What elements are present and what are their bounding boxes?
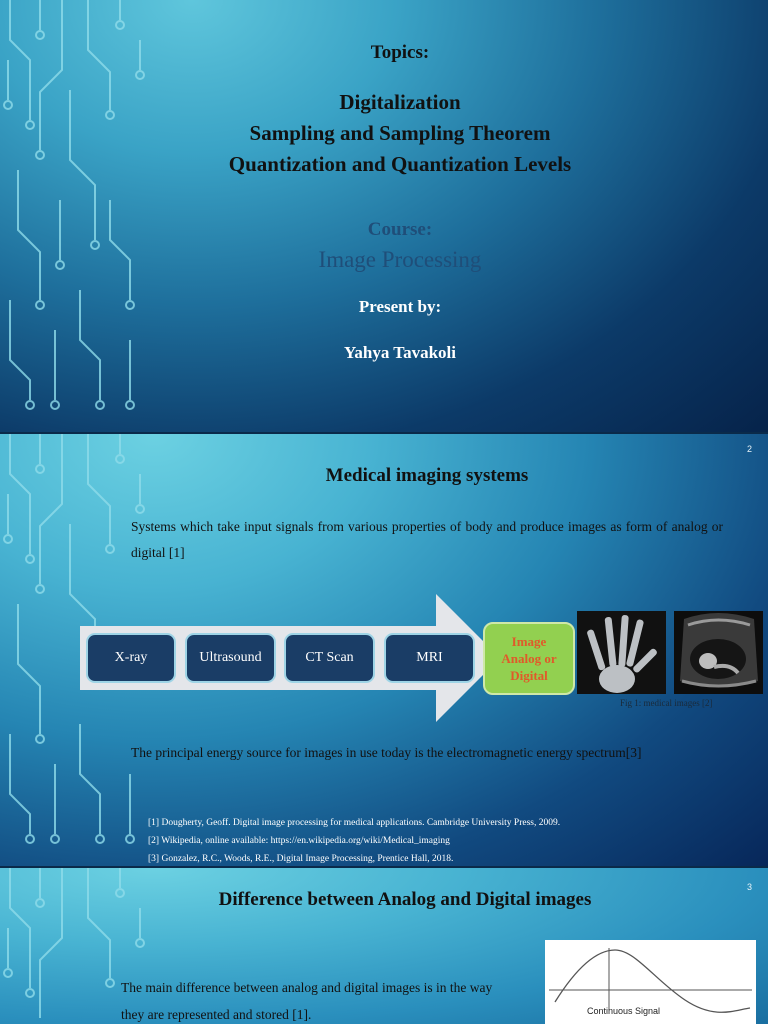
reference-item: [2] Wikipedia, online available: https://en.wikipedia.org/wiki/Medical_imaging <box>148 836 450 846</box>
course-name: Image Processing <box>318 247 482 272</box>
ultrasound-image <box>674 611 763 694</box>
modality-xray: X-ray <box>86 633 176 683</box>
reference-item: [3] Gonzalez, R.C., Woods, R.E., Digital Image Processing, Prentice Hall, 2018. <box>148 854 454 864</box>
modality-mri: MRI <box>384 633 475 683</box>
slide-number: 2 <box>746 444 752 454</box>
slide-analog-vs-digital[interactable] <box>0 868 768 1024</box>
references <box>148 814 560 866</box>
slide-medical-imaging[interactable] <box>0 434 768 866</box>
intro-paragraph: Systems which take input signals from various properties of body and produce images as form of analog or digital [1] <box>131 519 723 560</box>
output-box <box>483 622 575 695</box>
output-line: Analog or <box>501 651 557 666</box>
slide-title: Difference between Analog and Digital images <box>218 889 592 910</box>
topic-item: Quantization and Quantization Levels <box>228 152 572 176</box>
reference-item: [1] Dougherty, Geoff. Digital image processing for medical applications. Cambridge University Press, 2009. <box>148 818 561 828</box>
topic-item: Sampling and Sampling Theorem <box>249 121 551 145</box>
modality-ct-scan: CT Scan <box>284 633 375 683</box>
output-line: Image <box>511 634 547 649</box>
body-line: The main difference between analog and digital images is in the way <box>121 980 493 995</box>
topic-item: Digitalization <box>339 90 461 114</box>
presenter-name: Yahya Tavakoli <box>344 343 456 362</box>
figure-caption: Fig 1: medical images [2] <box>620 698 713 708</box>
slide-title: Medical imaging systems <box>325 465 529 486</box>
energy-text: The principal energy source for images in use today is the electromagnetic energy spectrum[3] <box>131 745 642 760</box>
output-line: Digital <box>510 668 548 683</box>
slide-number: 3 <box>746 882 752 892</box>
slide-title[interactable] <box>0 0 768 432</box>
course-label: Course: <box>367 219 433 240</box>
present-label: Present by: <box>358 297 442 316</box>
topics-heading: Topics: <box>370 42 430 63</box>
modality-ultrasound: Ultrasound <box>185 633 276 683</box>
signal-label: Continuous Signal <box>587 1006 661 1016</box>
body-paragraph <box>121 974 492 1024</box>
continuous-signal-figure <box>545 940 756 1024</box>
xray-hand-image <box>577 611 666 694</box>
circuit-decoration <box>0 0 160 432</box>
body-line: they are represented and stored [1]. <box>121 1007 312 1022</box>
